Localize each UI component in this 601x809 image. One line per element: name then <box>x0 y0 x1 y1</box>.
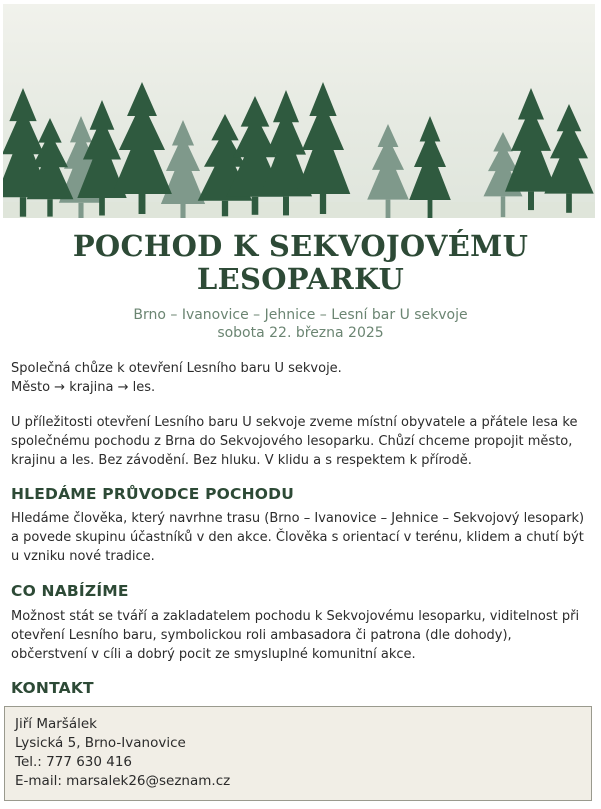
seeking-text: Hledáme člověka, který navrhne trasu (Brno – Ivanovice – Jehnice – Sekvojový lesopark) a povede skupinu účastníků v den akce. Člověka s orientací v terénu, klidem a chutí být u vzniku nové tradice. <box>11 511 585 564</box>
intro-text <box>11 359 591 397</box>
contact-heading: KONTAKT <box>11 679 94 697</box>
intro-line-2: Město → krajina → les. <box>11 380 156 395</box>
event-date: sobota 22. března 2025 <box>217 325 384 341</box>
event-subtitle <box>0 306 601 342</box>
intro-line-1: Společná chůze k otevření Lesního baru U sekvoje. <box>11 361 342 376</box>
route-text: Brno – Ivanovice – Jehnice – Lesní bar U sekvoje <box>133 307 468 323</box>
offer-heading: CO NABÍZÍME <box>11 582 129 600</box>
contact-phone[interactable]: Tel.: 777 630 416 <box>15 754 133 770</box>
contact-box <box>4 706 592 801</box>
page-title <box>0 230 601 296</box>
offer-text: Možnost stát se tváří a zakladatelem pochodu k Sekvojovému lesoparku, viditelnost při otevření Lesního baru, symbolickou roli ambasadora či patrona (dle dohody), občerstvení v cíli a dobrý pocit ze smysluplné komunitní akce. <box>11 609 580 662</box>
invitation-paragraph: U příležitosti otevření Lesního baru U sekvoje zveme místní obyvatele a přátele lesa ke společnému pochodu z Brna do Sekvojového lesoparku. Chůzí chceme propojit město, krajinu a les. Bez závodění. Bez hluku. V klidu a s respektem k přírodě. <box>11 415 578 468</box>
contact-address: Lysická 5, Brno-Ivanovice <box>15 735 186 751</box>
title-line-1: POCHOD K SEKVOJOVÉMU <box>72 229 529 263</box>
contact-name: Jiří Maršálek <box>15 716 97 732</box>
contact-email[interactable]: E-mail: marsalek26@seznam.cz <box>15 773 231 789</box>
title-line-2: LESOPARKU <box>196 262 405 296</box>
forest-banner <box>3 4 595 218</box>
seeking-heading: HLEDÁME PRŮVODCE POCHODU <box>11 485 295 503</box>
forest-illustration <box>3 4 595 218</box>
